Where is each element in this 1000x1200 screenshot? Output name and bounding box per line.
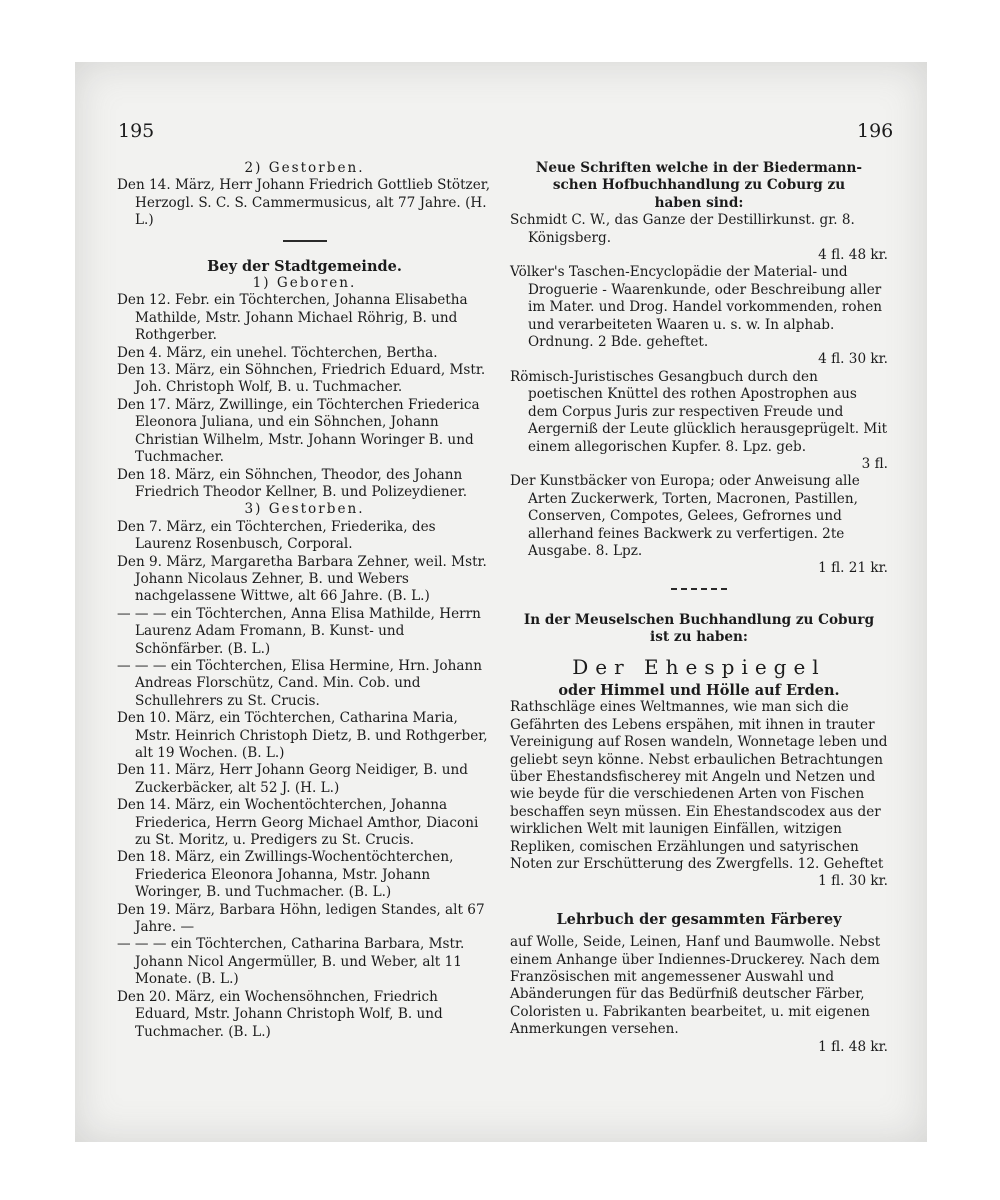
page-number-right: 196 [857, 120, 894, 142]
book-text: Römisch-Juristisches Gesangbuch durch den poetischen Knüttel des rothen Apostrophen aus dem Corpus Juris zur respectiven Freude und Aergerniß der Leute glücklich herausgeprügelt. Mit einem allegorischen Kupfer. 8. Lpz. geb. [510, 368, 888, 455]
book-entry [510, 212, 888, 264]
book-text: Schmidt C. W., das Ganze der Destillirkunst. gr. 8. Königsberg. [510, 212, 855, 246]
section-heading-died-court: 2) Gestorben. [244, 160, 365, 176]
book-price: 1 fl. 21 kr. [818, 560, 888, 577]
book-entry [510, 369, 888, 473]
birth-entry: Den 13. März, ein Söhnchen, Friedrich Eduard, Mstr. Joh. Christoph Wolf, B. u. Tuchmacher. [117, 362, 486, 396]
book-text: Völker's Taschen-Encyclopädie der Material- und Droguerie - Waarenkunde, oder Beschreibung aller im Mater. und Drog. Handel vorkommenden, rohen und verarbeiteten Waaren u. s. w. In alphab. Ordnung. 2 Bde. geheftet. [510, 264, 883, 351]
book-description-text: Rathschläge eines Weltmannes, wie man sich die Gefährten des Lebens erspähen, mit ihnen in trauter Vereinigung auf Rosen wandeln, Wonnetage leben und geliebt seyn könne. Nebst erbaulichen Betrachtungen über Ehestandsfischerey mit Angeln und Netzen und wie beyde für die verschiedenen Arten von Fischen beschaffen seyn müssen. Ein Ehestandscodex aus der wirklichen Welt mit launigen Einfällen, witzigen Repliken, comischen Erzählungen und satyrischen Noten zur Erschütterung des Zwergfells. 12. Geheftet [510, 699, 888, 873]
book-price: 1 fl. 30 kr. [818, 873, 888, 890]
death-entry: — — — ein Töchterchen, Anna Elisa Mathilde, Herrn Laurenz Adam Fromann, B. Kunst- und Schönfärber. (B. L.) [117, 605, 481, 657]
born-list [117, 292, 492, 501]
book-text: Der Kunstbäcker von Europa; oder Anweisung alle Arten Zuckerwerk, Torten, Macronen, Pastillen, Conserven, Compotes, Gelees, Gefrornes und allerhand feines Backwerk zu verfertigen. 2te Ausgabe. 8. Lpz. [510, 473, 860, 559]
death-entry: Den 7. März, ein Töchterchen, Friederika, des Laurenz Rosenbusch, Corporal. [117, 518, 436, 553]
bookshop-heading-line: haben sind: [654, 194, 744, 211]
death-entry: Den 11. März, Herr Johann Georg Neidiger, B. und Zuckerbäcker, alt 52 J. (H. L.) [117, 762, 469, 796]
left-column [117, 160, 492, 1041]
death-entry: Den 18. März, ein Zwillings-Wochentöchterchen, Friederica Eleonora Johanna, Mstr. Johann Woringer, B. und Tuchmacher. (B. L.) [117, 849, 454, 901]
birth-entry: Den 12. Febr. ein Töchterchen, Johanna Elisabetha Mathilde, Mstr. Johann Michael Röhrig, B. und Rothgerber. [117, 292, 468, 344]
book-price: 1 fl. 48 kr. [818, 1038, 888, 1055]
meusel-heading-line: In der Meuselschen Buchhandlung zu Coburg [523, 611, 875, 628]
birth-entry: Den 17. März, Zwillinge, ein Töchterchen Friederica Eleonora Juliana, und ein Söhnchen, Johann Christian Wilhelm, Mstr. Johann Woringer B. und Tuchmacher. [117, 396, 480, 466]
book-entry [510, 264, 888, 368]
book-list [510, 212, 888, 578]
book-entry [510, 473, 888, 577]
meusel-heading [510, 612, 888, 647]
book-description-text: auf Wolle, Seide, Leinen, Hanf und Baumwolle. Nebst einem Anhange über Indiennes-Druckerey. Nach dem Französischen mit angemessener Auswahl und Abänderungen für das Bedürfniß deutscher Färber, Coloristen u. Fabrikanten bearbeitet, u. mit eigenen Anmerkungen versehen. [510, 934, 881, 1038]
death-entry: — — — ein Töchterchen, Elisa Hermine, Hrn. Johann Andreas Florschütz, Cand. Min. Cob. und Schullehrers zu St. Crucis. [117, 657, 482, 709]
death-entry: Den 14. März, ein Wochentöchterchen, Johanna Friederica, Herrn Georg Michael Amthor, Diaconi zu St. Moritz, u. Predigers zu St. Crucis. [117, 797, 479, 849]
birth-entry: Den 4. März, ein unehel. Töchterchen, Bertha. [117, 344, 438, 361]
book-price: 4 fl. 30 kr. [818, 351, 888, 368]
death-entry: Den 20. März, ein Wochensöhnchen, Friedrich Eduard, Mstr. Johann Christoph Wolf, B. und Tuchmacher. (B. L.) [117, 988, 443, 1040]
bookshop-heading-line: Neue Schriften welche in der Biedermann- [535, 160, 863, 176]
died-list [117, 519, 492, 1041]
right-column [510, 160, 888, 1056]
subheading-born: 1) Geboren. [252, 275, 357, 292]
book-title-ehespiegel: Der Ehespiegel [572, 654, 826, 679]
meusel-heading-line: ist zu haben: [650, 629, 748, 646]
bookshop-heading [510, 160, 888, 212]
section-heading-city-parish: Bey der Stadtgemeinde. [207, 257, 402, 275]
death-entry: Den 9. März, Margaretha Barbara Zehner, weil. Mstr. Johann Nicolaus Zehner, B. und Webers nachgelassene Wittwe, alt 66 Jahre. (B. L.) [117, 553, 487, 605]
subheading-died: 3) Gestorben. [244, 501, 365, 518]
book-description [510, 699, 888, 890]
death-entry: — — — ein Töchterchen, Catharina Barbara, Mstr. Johann Nicol Angermüller, B. und Weber, alt 11 Monate. (B. L.) [117, 936, 465, 988]
book-description [510, 934, 888, 1056]
page-number-left: 195 [118, 120, 155, 142]
book-price: 3 fl. [861, 455, 888, 472]
divider [671, 588, 727, 590]
birth-entry: Den 18. März, ein Söhnchen, Theodor, des Johann Friedrich Theodor Kellner, B. und Polizeydiener. [117, 466, 468, 500]
death-entry: Den 14. März, Herr Johann Friedrich Gottlieb Stötzer, Herzogl. S. C. S. Cammermusicus, alt 77 Jahre. (H. L.) [117, 177, 491, 229]
death-entry: Den 10. März, ein Töchterchen, Catharina Maria, Mstr. Heinrich Christoph Dietz, B. und Rothgerber, alt 19 Wochen. (B. L.) [117, 710, 488, 761]
book-title-faerberey: Lehrbuch der gesammten Färberey [556, 910, 842, 928]
book-price: 4 fl. 48 kr. [818, 247, 888, 264]
death-entry: Den 19. März, Barbara Höhn, ledigen Standes, alt 67 Jahre. — [117, 901, 485, 936]
divider [283, 240, 327, 242]
bookshop-heading-line: schen Hofbuchhandlung zu Coburg zu [552, 177, 846, 194]
book-subtitle: oder Himmel und Hölle auf Erden. [558, 681, 840, 699]
